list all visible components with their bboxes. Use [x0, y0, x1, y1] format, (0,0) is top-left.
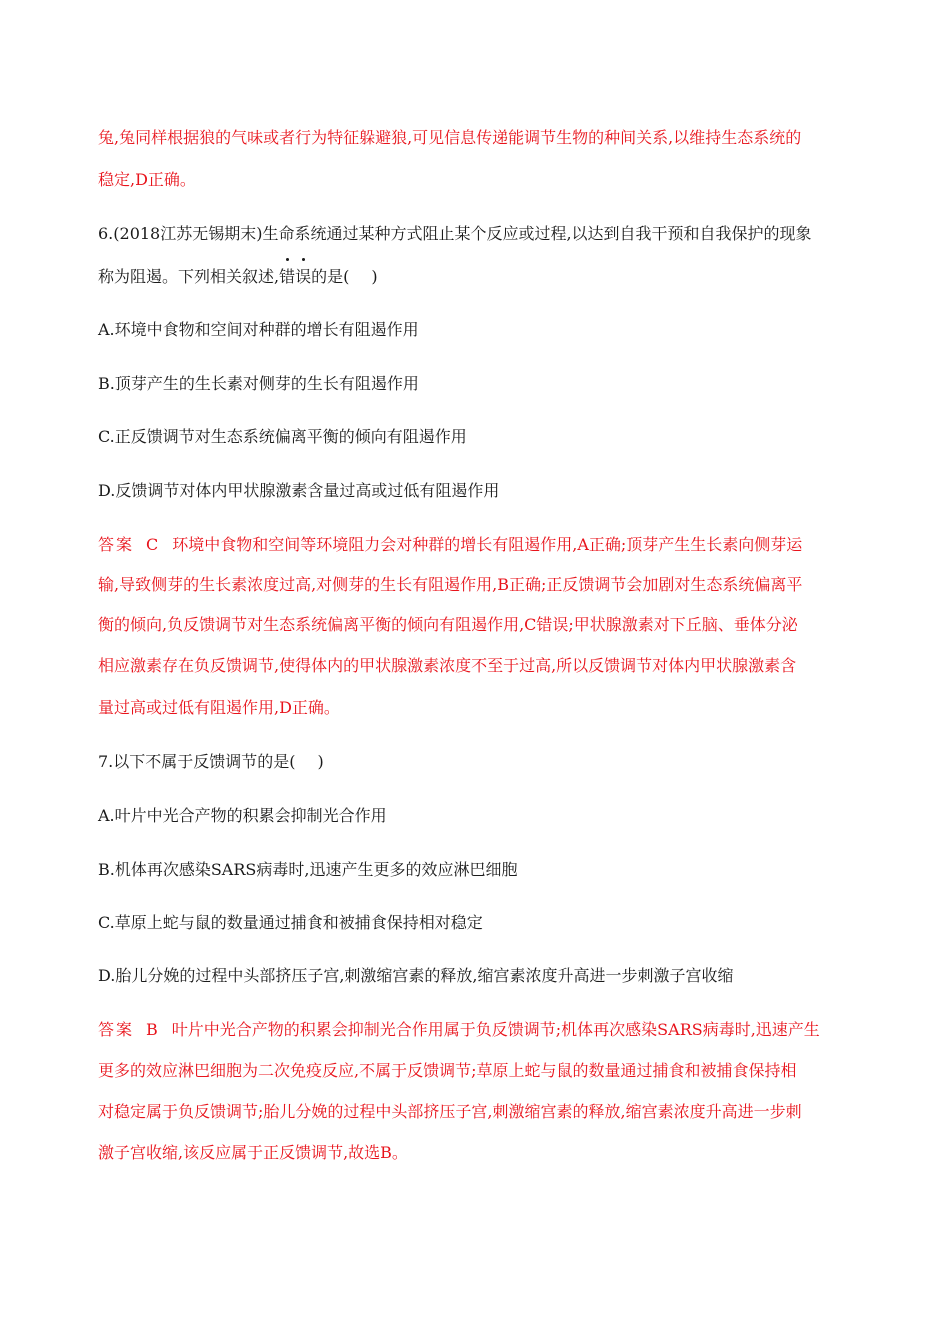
q6-answer-line-5: 量过高或过低有阻遏作用,D正确。 [98, 698, 340, 717]
q6-stem-line-2 [98, 267, 378, 287]
q6-stem-text: 称为阻遏。下列相关叙述, [98, 267, 280, 286]
q7-answer-line-2: 更多的效应淋巴细胞为二次免疫反应,不属于反馈调节;草原上蛇与鼠的数量通过捕食和被捕食保持相 [98, 1061, 797, 1080]
q6-answer-key: C [146, 535, 159, 554]
q6-option-d: D.反馈调节对体内甲状腺激素含量过高或过低有阻遏作用 [98, 481, 500, 500]
q6-answer-line-1 [98, 535, 802, 555]
prev-answer-line-2: 稳定,D正确。 [98, 170, 196, 189]
q7-option-c: C.草原上蛇与鼠的数量通过捕食和被捕食保持相对稳定 [98, 913, 483, 932]
q7-option-d: D.胎儿分娩的过程中头部挤压子宫,刺激缩宫素的释放,缩宫素浓度升高进一步刺激子宫收缩 [98, 966, 734, 985]
q6-answer-text-1: 环境中食物和空间等环境阻力会对种群的增长有阻遏作用,A正确;顶芽产生生长素向侧芽运 [172, 535, 803, 554]
q7-answer-line-1 [98, 1020, 820, 1040]
q7-stem-text: 7.以下不属于反馈调节的是( [98, 752, 296, 771]
q7-answer-line-3: 对稳定属于负反馈调节;胎儿分娩的过程中头部挤压子宫,刺激缩宫素的释放,缩宫素浓度升高进一步刺 [98, 1102, 802, 1121]
q6-stem-line-1: 6.(2018江苏无锡期末)生命系统通过某种方式阻止某个反应或过程,以达到自我干预和自我保护的现象 [98, 224, 812, 243]
q7-answer-label: 答案 [98, 1020, 135, 1039]
q7-answer-line-4: 激子宫收缩,该反应属于正反馈调节,故选B。 [98, 1143, 408, 1162]
q6-option-c: C.正反馈调节对生态系统偏离平衡的倾向有阻遏作用 [98, 427, 467, 446]
q6-stem-paren-open: 的是( [311, 267, 350, 286]
q6-emphasis-char-1: 错 [279, 267, 296, 286]
q6-answer-line-3: 衡的倾向,负反馈调节对生态系统偏离平衡的倾向有阻遏作用,C错误;甲状腺激素对下丘脑、垂体分泌 [98, 615, 798, 634]
q6-answer-label: 答案 [98, 535, 135, 554]
q7-answer-text-1: 叶片中光合产物的积累会抑制光合作用属于负反馈调节;机体再次感染SARS病毒时,迅速产生 [171, 1020, 820, 1039]
q7-answer-key: B [146, 1020, 158, 1039]
q6-option-a: A.环境中食物和空间对种群的增长有阻遏作用 [98, 320, 419, 339]
q6-stem-paren-close: ) [371, 267, 378, 286]
q6-emphasis-char-2: 误 [295, 267, 312, 286]
q7-option-b: B.机体再次感染SARS病毒时,迅速产生更多的效应淋巴细胞 [98, 860, 518, 879]
q6-answer-line-4: 相应激素存在负反馈调节,使得体内的甲状腺激素浓度不至于过高,所以反馈调节对体内甲状腺激素含 [98, 656, 797, 675]
q7-stem-paren-close: ) [317, 752, 324, 771]
q6-answer-line-2: 输,导致侧芽的生长素浓度过高,对侧芽的生长有阻遏作用,B正确;正反馈调节会加剧对生态系统偏离平 [98, 575, 803, 594]
q7-option-a: A.叶片中光合产物的积累会抑制光合作用 [98, 806, 387, 825]
q7-stem [98, 752, 324, 772]
prev-answer-line-1: 兔,兔同样根据狼的气味或者行为特征躲避狼,可见信息传递能调节生物的种间关系,以维持生态系统的 [98, 128, 802, 147]
q6-option-b: B.顶芽产生的生长素对侧芽的生长有阻遏作用 [98, 374, 419, 393]
